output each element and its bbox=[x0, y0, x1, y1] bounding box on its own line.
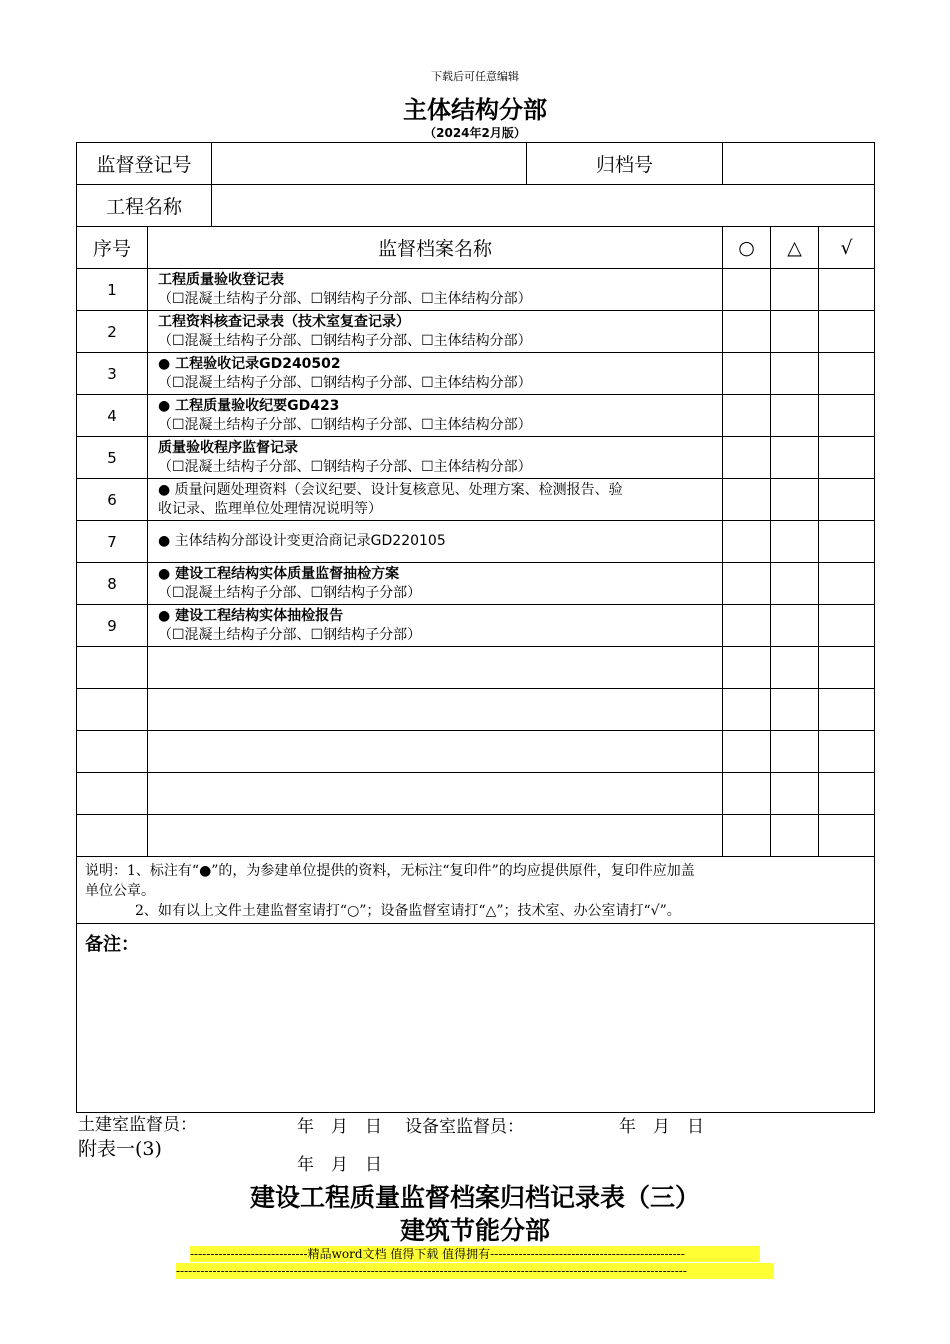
check-mark-cell[interactable] bbox=[819, 521, 875, 563]
check-mark-cell[interactable] bbox=[819, 437, 875, 479]
triangle-mark-cell[interactable] bbox=[771, 689, 819, 731]
item-number: 9 bbox=[77, 605, 148, 647]
check-mark-cell[interactable] bbox=[819, 605, 875, 647]
item-title: ● 质量问题处理资料（会议纪要、设计复核意见、处理方案、检测报告、验 bbox=[158, 481, 623, 498]
project-row bbox=[77, 185, 875, 227]
circle-mark-cell[interactable] bbox=[723, 605, 771, 647]
item-title: ● 主体结构分部设计变更洽商记录GD220105 bbox=[158, 533, 446, 549]
item-name bbox=[148, 353, 723, 395]
item-number: 6 bbox=[77, 479, 148, 521]
item-subtitle: （☐混凝土结构子分部、☐钢结构子分部、☐主体结构分部） bbox=[158, 374, 532, 391]
empty-number-cell[interactable] bbox=[77, 815, 148, 857]
item-name bbox=[148, 395, 723, 437]
remark-label: 备注： bbox=[85, 934, 139, 955]
circle-mark-cell[interactable] bbox=[723, 311, 771, 353]
equip-supervisor-label: 设备室监督员： bbox=[405, 1117, 524, 1137]
check-mark-cell[interactable] bbox=[819, 815, 875, 857]
item-subtitle: （☐混凝土结构子分部、☐钢结构子分部、☐主体结构分部） bbox=[158, 458, 532, 475]
triangle-mark-cell[interactable] bbox=[771, 563, 819, 605]
reg-value-field[interactable] bbox=[212, 143, 527, 185]
circle-mark-cell[interactable] bbox=[723, 773, 771, 815]
civil-supervisor-label: 土建室监督员： bbox=[78, 1115, 197, 1135]
table-row bbox=[77, 395, 875, 437]
item-subtitle: 收记录、监理单位处理情况说明等） bbox=[158, 500, 382, 517]
item-number: 7 bbox=[77, 521, 148, 563]
archive-value-field[interactable] bbox=[723, 143, 875, 185]
item-subtitle: （☐混凝土结构子分部、☐钢结构子分部、☐主体结构分部） bbox=[158, 332, 532, 349]
circle-mark-cell[interactable] bbox=[723, 437, 771, 479]
triangle-mark-cell[interactable] bbox=[771, 353, 819, 395]
circle-mark-cell[interactable] bbox=[723, 647, 771, 689]
check-mark-cell[interactable] bbox=[819, 353, 875, 395]
triangle-mark-cell[interactable] bbox=[771, 773, 819, 815]
empty-row bbox=[77, 647, 875, 689]
table-row bbox=[77, 521, 875, 563]
note-line-3: 2、如有以上文件土建监督室请打“○”；设备监督室请打“△”；技术室、办公室请打“√”。 bbox=[135, 903, 681, 919]
reg-label: 监督登记号 bbox=[77, 143, 212, 185]
project-value-field[interactable] bbox=[212, 185, 875, 227]
item-subtitle: （☐混凝土结构子分部、☐钢结构子分部） bbox=[158, 584, 422, 601]
table-row bbox=[77, 563, 875, 605]
circle-mark-cell[interactable] bbox=[723, 731, 771, 773]
equip-date: 年 月 日 bbox=[619, 1117, 704, 1137]
circle-mark-cell[interactable] bbox=[723, 479, 771, 521]
triangle-mark-cell[interactable] bbox=[771, 731, 819, 773]
table-row bbox=[77, 437, 875, 479]
circle-mark-cell[interactable] bbox=[723, 521, 771, 563]
item-title: ● 建设工程结构实体质量监督抽检方案 bbox=[158, 565, 400, 582]
circle-mark-cell[interactable] bbox=[723, 353, 771, 395]
empty-name-cell[interactable] bbox=[148, 815, 723, 857]
next-title: 建设工程质量监督档案归档记录表（三） bbox=[249, 1183, 700, 1212]
archive-label: 归档号 bbox=[527, 143, 723, 185]
table-row bbox=[77, 269, 875, 311]
check-mark-cell[interactable] bbox=[819, 479, 875, 521]
circle-mark-cell[interactable] bbox=[723, 815, 771, 857]
check-mark-cell[interactable] bbox=[819, 563, 875, 605]
col-circle-header: ○ bbox=[723, 227, 771, 269]
check-mark-cell[interactable] bbox=[819, 731, 875, 773]
check-mark-cell[interactable] bbox=[819, 647, 875, 689]
project-label: 工程名称 bbox=[77, 185, 212, 227]
check-mark-cell[interactable] bbox=[819, 311, 875, 353]
item-title: 质量验收程序监督记录 bbox=[158, 439, 298, 456]
circle-mark-cell[interactable] bbox=[723, 563, 771, 605]
item-number: 8 bbox=[77, 563, 148, 605]
col-triangle-header: △ bbox=[771, 227, 819, 269]
promo-banner-line-1: -----------------------------精品word文档 值得下载 值得拥有------------------------------------------------ bbox=[190, 1246, 760, 1262]
triangle-mark-cell[interactable] bbox=[771, 269, 819, 311]
empty-number-cell[interactable] bbox=[77, 731, 148, 773]
item-subtitle: （☐混凝土结构子分部、☐钢结构子分部） bbox=[158, 626, 422, 643]
table-row bbox=[77, 311, 875, 353]
triangle-mark-cell[interactable] bbox=[771, 605, 819, 647]
column-header-row bbox=[77, 227, 875, 269]
item-name bbox=[148, 605, 723, 647]
empty-name-cell[interactable] bbox=[148, 773, 723, 815]
item-number: 2 bbox=[77, 311, 148, 353]
col-no-header: 序号 bbox=[77, 227, 148, 269]
triangle-mark-cell[interactable] bbox=[771, 437, 819, 479]
note-line-1: 说明：1、标注有“●”的，为参建单位提供的资料，无标注“复印件”的均应提供原件，复印件应加盖 bbox=[85, 863, 695, 879]
item-subtitle: （☐混凝土结构子分部、☐钢结构子分部、☐主体结构分部） bbox=[158, 416, 532, 433]
table-row bbox=[77, 479, 875, 521]
col-check-header: √ bbox=[819, 227, 875, 269]
empty-number-cell[interactable] bbox=[77, 773, 148, 815]
table-row bbox=[77, 353, 875, 395]
empty-number-cell[interactable] bbox=[77, 689, 148, 731]
triangle-mark-cell[interactable] bbox=[771, 479, 819, 521]
item-name bbox=[148, 479, 723, 521]
item-title: 工程资料核查记录表（技术室复查记录） bbox=[158, 313, 410, 330]
circle-mark-cell[interactable] bbox=[723, 395, 771, 437]
item-title: ● 工程验收记录GD240502 bbox=[158, 355, 341, 372]
promo-banner-line-2: ------------------------------------------------------------------------------------------------------------------------------ bbox=[176, 1263, 774, 1279]
archive-table bbox=[76, 142, 875, 1113]
triangle-mark-cell[interactable] bbox=[771, 647, 819, 689]
tech-date: 年 月 日 bbox=[297, 1155, 382, 1175]
triangle-mark-cell[interactable] bbox=[771, 311, 819, 353]
col-name-header: 监督档案名称 bbox=[148, 227, 723, 269]
civil-date: 年 月 日 bbox=[297, 1117, 382, 1137]
empty-row bbox=[77, 689, 875, 731]
item-name bbox=[148, 269, 723, 311]
item-name bbox=[148, 437, 723, 479]
item-name bbox=[148, 521, 723, 563]
check-mark-cell[interactable] bbox=[819, 269, 875, 311]
empty-row bbox=[77, 773, 875, 815]
circle-mark-cell[interactable] bbox=[723, 269, 771, 311]
item-title: 工程质量验收登记表 bbox=[158, 271, 284, 288]
empty-row bbox=[77, 815, 875, 857]
item-subtitle: （☐混凝土结构子分部、☐钢结构子分部、☐主体结构分部） bbox=[158, 290, 532, 307]
remark-cell[interactable] bbox=[77, 924, 875, 1113]
empty-row bbox=[77, 731, 875, 773]
item-number: 4 bbox=[77, 395, 148, 437]
appendix-label: 附表一(3) bbox=[78, 1138, 162, 1160]
item-title: ● 工程质量验收纪要GD423 bbox=[158, 397, 340, 414]
remark-row bbox=[77, 924, 875, 1113]
item-name bbox=[148, 563, 723, 605]
empty-name-cell[interactable] bbox=[148, 731, 723, 773]
notes-cell bbox=[77, 857, 875, 924]
page-title: 主体结构分部 bbox=[403, 96, 547, 124]
item-number: 1 bbox=[77, 269, 148, 311]
item-number: 5 bbox=[77, 437, 148, 479]
circle-mark-cell[interactable] bbox=[723, 689, 771, 731]
check-mark-cell[interactable] bbox=[819, 689, 875, 731]
reg-row bbox=[77, 143, 875, 185]
triangle-mark-cell[interactable] bbox=[771, 815, 819, 857]
empty-name-cell[interactable] bbox=[148, 689, 723, 731]
item-title: ● 建设工程结构实体抽检报告 bbox=[158, 607, 344, 624]
triangle-mark-cell[interactable] bbox=[771, 395, 819, 437]
version-label: （2024年2月版） bbox=[424, 126, 526, 140]
notes-row bbox=[77, 857, 875, 924]
note-line-2: 单位公章。 bbox=[85, 883, 155, 899]
empty-number-cell[interactable] bbox=[77, 647, 148, 689]
top-note: 下载后可任意编辑 bbox=[431, 70, 519, 83]
table-row bbox=[77, 605, 875, 647]
next-subtitle: 建筑节能分部 bbox=[399, 1216, 550, 1245]
triangle-mark-cell[interactable] bbox=[771, 521, 819, 563]
check-mark-cell[interactable] bbox=[819, 773, 875, 815]
item-name bbox=[148, 311, 723, 353]
item-number: 3 bbox=[77, 353, 148, 395]
empty-name-cell[interactable] bbox=[148, 647, 723, 689]
check-mark-cell[interactable] bbox=[819, 395, 875, 437]
